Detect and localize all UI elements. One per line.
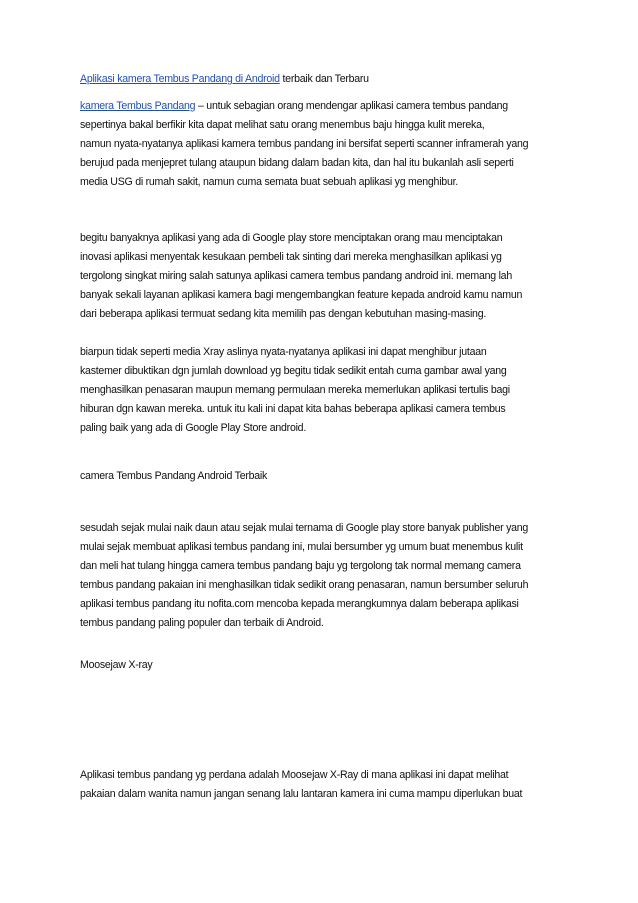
- paragraph-line: paling baik yang ada di Google Play Store android.: [80, 422, 307, 434]
- paragraph-line: sesudah sejak mulai naik daun atau sejak mulai ternama di Google play store banyak publisher yang: [80, 522, 529, 534]
- paragraph-line: [80, 97, 570, 116]
- title-rest: terbaik dan Terbaru: [279, 73, 369, 85]
- paragraph-line: tembus pandang pakaian ini menghasilkan tidak sedikit orang penasaran, namun bersumber seluruh: [80, 579, 529, 591]
- paragraph-2: [80, 229, 570, 324]
- paragraph-line: begitu banyaknya aplikasi yang ada di Google play store menciptakan orang mau menciptakan: [80, 232, 503, 244]
- paragraph-line: mulai sejak membuat aplikasi tembus pandang ini, mulai bersumber yg umum buat menembus kulit: [80, 541, 523, 553]
- title-line: [80, 70, 570, 89]
- document-title: [80, 70, 570, 89]
- paragraph-line: pakaian dalam wanita namun jangan senang lalu lantaran kamera ini cuma mampu diperlukan buat: [80, 788, 523, 800]
- section-heading-moosejaw: [80, 656, 570, 675]
- paragraph-line-text: – untuk sebagian orang mendengar aplikasi camera tembus pandang: [195, 100, 508, 112]
- paragraph-line: tembus pandang paling populer dan terbaik di Android.: [80, 617, 324, 629]
- section-heading-text: camera Tembus Pandang Android Terbaik: [80, 470, 268, 482]
- paragraph-line: dari beberapa aplikasi termuat sedang kita memilih pas dengan kebutuhan masing-masing.: [80, 308, 487, 320]
- paragraph-line: dan meli hat tulang hingga camera tembus pandang baju yg tergolong tak normal memang camera: [80, 560, 521, 572]
- paragraph-line: banyak sekali layanan aplikasi kamera bagi mengembangkan feature kepada android kamu namun: [80, 289, 523, 301]
- paragraph-4: [80, 519, 570, 633]
- paragraph-line: tergolong singkat miring salah satunya aplikasi camera tembus pandang android ini. memang lah: [80, 270, 512, 282]
- paragraph-line: berujud pada menjepret tulang ataupun bidang dalam badan kita, dan hal itu bukanlah asli seperti: [80, 157, 514, 169]
- paragraph-5: [80, 766, 570, 804]
- paragraph-line: biarpun tidak seperti media Xray aslinya nyata-nyatanya aplikasi ini dapat menghibur jutaan: [80, 346, 487, 358]
- paragraph-line: aplikasi tembus pandang itu nofita.com mencoba kepada merangkumnya dalam beberapa aplikasi: [80, 598, 519, 610]
- intro-keyword-link[interactable]: kamera Tembus Pandang: [80, 100, 196, 112]
- title-link[interactable]: Aplikasi kamera Tembus Pandang di Android: [80, 73, 280, 85]
- paragraph-line: media USG di rumah sakit, namun cuma semata buat sebuah aplikasi yg menghibur.: [80, 176, 458, 188]
- paragraph-3: [80, 343, 570, 438]
- section-heading-text: Moosejaw X-ray: [80, 659, 153, 671]
- paragraph-intro: [80, 97, 570, 192]
- paragraph-line: hiburan dgn kawan mereka. untuk itu kali ini dapat kita bahas beberapa aplikasi camera tembus: [80, 403, 506, 415]
- paragraph-line: sepertinya bakal berfikir kita dapat melihat satu orang menembus baju hingga kulit mereka,: [80, 119, 485, 131]
- paragraph-line: menghasilkan penasaran maupun memang permulaan mereka memerlukan aplikasi tertulis bagi: [80, 384, 510, 396]
- paragraph-line: Aplikasi tembus pandang yg perdana adalah Moosejaw X-Ray di mana aplikasi ini dapat melihat: [80, 769, 509, 781]
- section-heading-camera: [80, 467, 570, 486]
- paragraph-line: kastemer dibuktikan dgn jumlah download yg begitu tidak sedikit entah cuma gambar awal yang: [80, 365, 507, 377]
- paragraph-line: inovasi aplikasi menyentak kesukaan pembeli tak sinting dari mereka menghasilkan aplikasi yg: [80, 251, 502, 263]
- paragraph-line: namun nyata-nyatanya aplikasi kamera tembus pandang ini bersifat seperti scanner inframerah yang: [80, 138, 529, 150]
